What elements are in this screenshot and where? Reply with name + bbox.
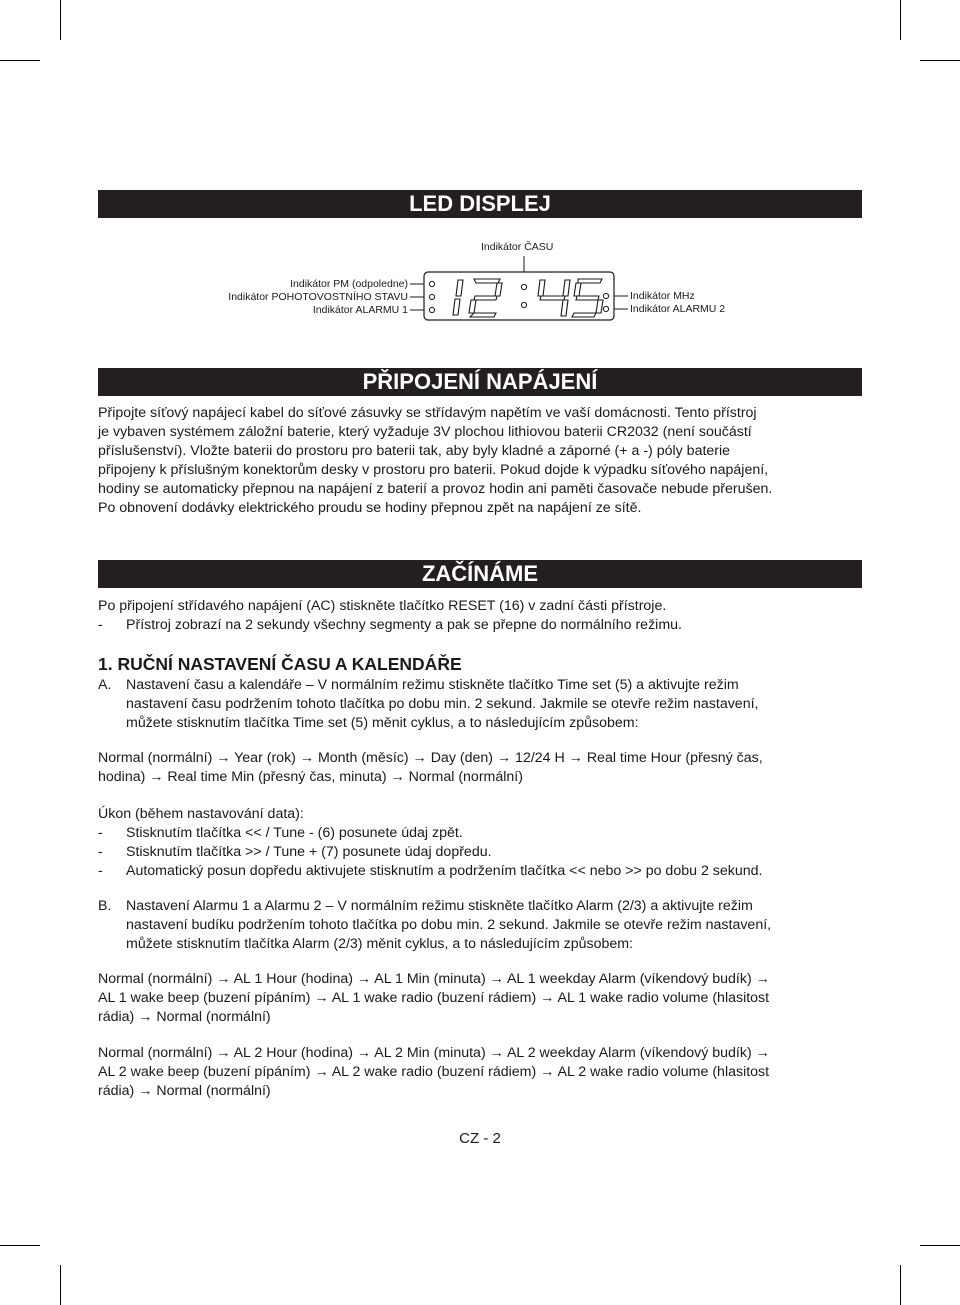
list-item — [98, 616, 862, 635]
page-number: CZ - 2 — [459, 1130, 501, 1147]
text-line: Nastavení času a kalendáře – V normálním režimu stiskněte tlačítko Time set (5) a aktivujte režim — [126, 677, 739, 693]
text-line: je vybaven systémem záložní baterie, který vyžaduje 3V plochou lithiovou baterii CR2032 (není součástí — [98, 424, 752, 440]
text-line: Po připojení střídavého napájení (AC) stiskněte tlačítko RESET (16) v zadní části přístroje. — [98, 598, 667, 614]
label-alarm1-indicator: Indikátor ALARMU 1 — [312, 304, 408, 316]
cycle-alarm2 — [98, 1044, 862, 1101]
text-line: můžete stisknutím tlačítka Time set (5) měnit cyklus, a to následujícím způsobem: — [126, 715, 639, 731]
crop-mark — [60, 1265, 61, 1305]
list-item — [98, 897, 862, 954]
cycle-a — [98, 749, 862, 787]
section-title-power: PŘIPOJENÍ NAPÁJENÍ — [98, 368, 862, 396]
text-line: Přístroj zobrazí na 2 sekundy všechny segmenty a pak se přepne do normálního režimu. — [126, 617, 682, 633]
list-item — [98, 862, 862, 881]
heading-manual-setting: 1. RUČNÍ NASTAVENÍ ČASU A KALENDÁŘE — [98, 654, 462, 674]
text-line: rádia) → Normal (normální) — [98, 1083, 271, 1099]
bullet-mark: - — [98, 825, 103, 841]
text-line: Normal (normální) → AL 2 Hour (hodina) → AL 2 Min (minuta) → AL 2 weekday Alarm (víkendový budík) → — [98, 1045, 770, 1061]
cycle-alarm1 — [98, 970, 862, 1027]
text-line: připojeny k příslušným konektorům desky v prostoru pro baterii. Pokud dojde k výpadku síťového napájení, — [98, 462, 769, 478]
text-line: Automatický posun dopředu aktivujete stisknutím a podržením tlačítka << nebo >> po dobu 2 sekund. — [126, 863, 763, 879]
ukon-block — [98, 805, 862, 881]
list-mark: A. — [98, 677, 112, 693]
list-item — [98, 824, 862, 843]
crop-mark — [0, 1245, 40, 1246]
text-line: AL 2 wake beep (buzení pípáním) → AL 2 wake radio (buzení rádiem) → AL 2 wake radio volume (hlasitost — [98, 1064, 770, 1080]
text-line: AL 1 wake beep (buzení pípáním) → AL 1 wake radio (buzení rádiem) → AL 1 wake radio volume (hlasitost — [98, 990, 770, 1006]
label-time-indicator: Indikátor ČASU — [481, 241, 554, 253]
label-pm-indicator: Indikátor PM (odpoledne) — [290, 278, 408, 290]
list-item — [98, 843, 862, 862]
manual-b-paragraph — [98, 897, 862, 954]
section-title-start: ZAČÍNÁME — [98, 560, 862, 588]
label-alarm2-indicator: Indikátor ALARMU 2 — [630, 303, 726, 315]
text-line: nastavení času podržením tohoto tlačítka po dobu min. 2 sekund. Jakmile se otevře režim nastavení, — [126, 696, 759, 712]
text-line: Stisknutím tlačítka >> / Tune + (7) posunete údaj dopředu. — [126, 844, 492, 860]
start-paragraph — [98, 597, 862, 635]
manual-a-paragraph — [98, 676, 862, 733]
text-line: Po obnovení dodávky elektrického proudu se hodiny přepnou zpět na napájení ze sítě. — [98, 500, 642, 516]
list-mark: B. — [98, 898, 112, 914]
text-line: Připojte síťový napájecí kabel do síťové zásuvky se střídavým napětím ve vaší domácnosti. Tento přístroj — [98, 405, 757, 421]
text-line: nastavení budíku podržením tohoto tlačítka po dobu min. 2 sekund. Jakmile se otevře režim nastavení, — [126, 917, 772, 933]
text-line: hodiny se automaticky přepnou na napájení z baterií a provoz hodin ani paměti časovače nebude přerušen. — [98, 481, 773, 497]
power-paragraph — [98, 404, 862, 518]
section-title-led: LED DISPLEJ — [98, 190, 862, 218]
text-line: můžete stisknutím tlačítka Alarm (2/3) měnit cyklus, a to následujícím způsobem: — [126, 936, 634, 952]
text-line: Úkon (během nastavování data): — [98, 806, 304, 822]
bullet-mark: - — [98, 863, 103, 879]
bullet-mark: - — [98, 617, 103, 633]
led-display-diagram — [0, 0, 960, 340]
list-item — [98, 676, 862, 733]
text-line: Stisknutím tlačítka << / Tune - (6) posunete údaj zpět. — [126, 825, 463, 841]
text-line: příslušenství). Vložte baterii do prostoru pro baterii tak, aby byly kladné a záporné (+ a -) póly baterie — [98, 443, 731, 459]
label-mhz-indicator: Indikátor MHz — [630, 290, 695, 302]
crop-mark — [920, 1245, 960, 1246]
text-line: rádia) → Normal (normální) — [98, 1009, 271, 1025]
text-line: Normal (normální) → Year (rok) → Month (měsíc) → Day (den) → 12/24 H → Real time Hour (přesný čas, — [98, 750, 763, 766]
text-line: hodina) → Real time Min (přesný čas, minuta) → Normal (normální) — [98, 769, 523, 785]
text-line: Nastavení Alarmu 1 a Alarmu 2 – V normálním režimu stiskněte tlačítko Alarm (2/3) a aktivujte režim — [126, 898, 753, 914]
label-standby-indicator: Indikátor POHOTOVOSTNÍHO STAVU — [228, 291, 408, 303]
bullet-mark: - — [98, 844, 103, 860]
crop-mark — [900, 1265, 901, 1305]
text-line: Normal (normální) → AL 1 Hour (hodina) → AL 1 Min (minuta) → AL 1 weekday Alarm (víkendový budík) → — [98, 971, 770, 987]
